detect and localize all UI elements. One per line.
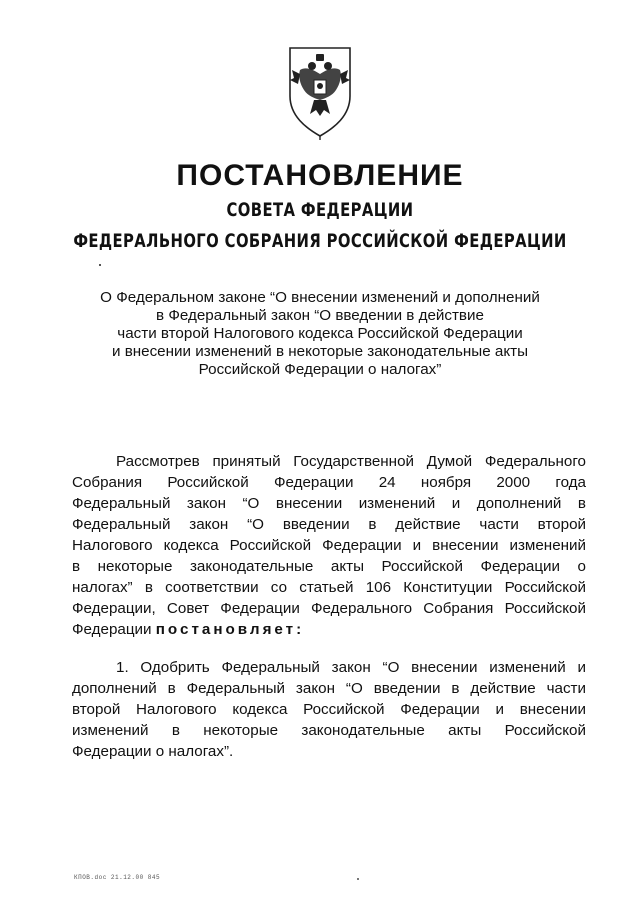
document-subtitle-line2: ФЕДЕРАЛЬНОГО СОБРАНИЯ РОССИЙСКОЙ ФЕДЕРАЦИИ	[73, 230, 567, 252]
paragraph-line: Федеральный закон “О внесении изменений и дополнений в	[72, 495, 586, 512]
coat-of-arms-emblem	[270, 44, 370, 140]
paragraph-line: изменений в некоторые законодательные акты Российской	[72, 722, 586, 739]
paragraph-line: в некоторые законодательные акты Российской Федерации о	[72, 558, 586, 575]
heading-line: О Федеральном законе “О внесении изменений и дополнений	[100, 289, 540, 306]
paragraph-line: налогах” в соответствии со статьей 106 Конституции Российской	[72, 579, 586, 596]
paragraph-last-prefix: Федерации	[72, 621, 156, 638]
heading-line: части второй Налогового кодекса Российской Федерации	[117, 325, 523, 342]
heading-line: в Федеральный закон “О введении в действие	[156, 307, 484, 324]
footer-dot	[357, 878, 359, 880]
approval-paragraph	[72, 657, 586, 762]
paragraph-line: Федерации о налогах”.	[72, 743, 234, 760]
paragraph-line: Налогового кодекса Российской Федерации и внесении изменений	[72, 537, 586, 554]
resolution-heading	[60, 289, 580, 379]
paragraph-line: Рассмотрев принятый Государственной Думой Федерального	[116, 453, 586, 470]
document-title: ПОСТАНОВЛЕНИЕ	[176, 159, 464, 192]
paragraph-line: Федерации, Совет Федерации Федерального Собрания Российской	[72, 600, 586, 617]
document-subtitle-line1: СОВЕТА ФЕДЕРАЦИИ	[226, 199, 414, 221]
paragraph-line: Федеральный закон “О введении в действие части второй	[72, 516, 586, 533]
paragraph-line: Собрания Российской Федерации 24 ноября 2000 года	[72, 474, 586, 491]
footer-file-code: КПОВ.doc 21.12.00 845	[74, 874, 161, 881]
resolves-word: постановляет:	[155, 621, 305, 638]
margin-dot	[99, 264, 101, 266]
heading-line: и внесении изменений в некоторые законодательные акты	[111, 343, 529, 360]
paragraph-line-last	[72, 619, 586, 640]
paragraph-line: второй Налогового кодекса Российской Федерации и внесении	[72, 701, 586, 718]
paragraph-line: дополнений в Федеральный закон “О введении в действие части	[72, 680, 586, 697]
paragraph-line: 1. Одобрить Федеральный закон “О внесении изменений и	[116, 659, 586, 676]
preamble-paragraph	[72, 451, 586, 640]
heading-line: Российской Федерации о налогах”	[198, 361, 442, 378]
